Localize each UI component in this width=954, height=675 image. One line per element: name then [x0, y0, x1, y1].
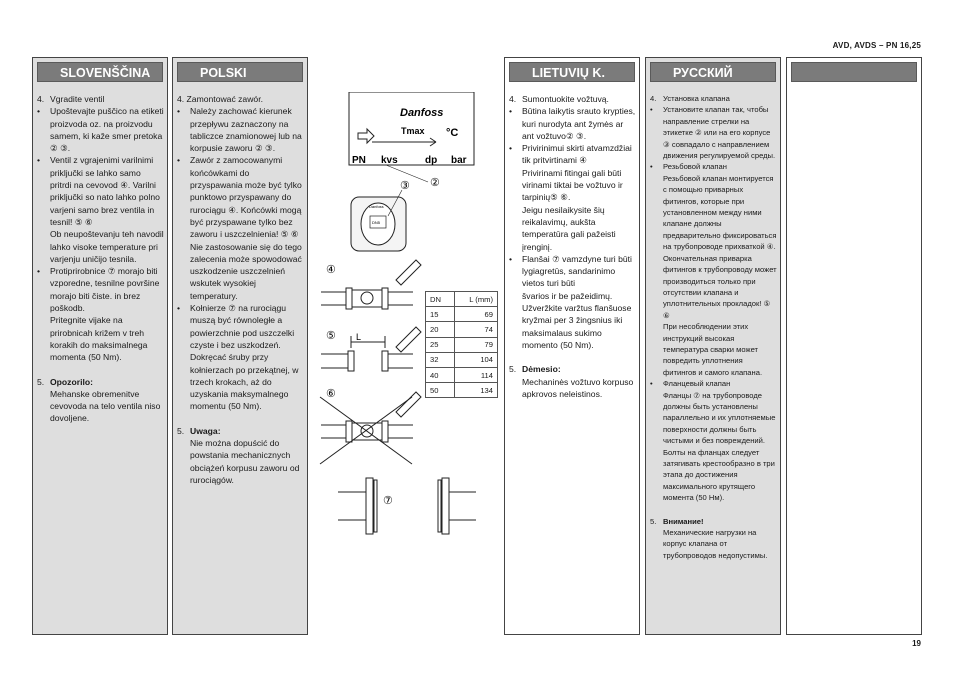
column-body [177, 93, 304, 486]
product-label [349, 92, 474, 166]
list-item [509, 363, 636, 400]
callout-5: ⑤ [326, 330, 336, 342]
spacer [177, 413, 304, 425]
column-empty [786, 57, 922, 635]
table-header-cell: L (mm) [455, 292, 498, 307]
list-marker: • [650, 105, 653, 115]
table-header-cell: DN [426, 292, 455, 307]
table-cell: 74 [455, 322, 498, 337]
list-text: Vgradite ventil [50, 94, 105, 104]
list-marker: 5. [650, 516, 657, 526]
list-text: Внимание! Механические нагрузки на корпус клапана от трубопроводов недопустимы. [663, 516, 768, 560]
weld-forbidden-sketch [320, 392, 421, 464]
column-body [37, 93, 164, 425]
column-slovenscina [32, 57, 168, 635]
spacer [509, 351, 636, 363]
list-marker: 4. [509, 94, 517, 104]
list-text: Opozorilo: Mehanske obremenitve cevovoda na telo ventila niso dovoljene. [50, 376, 161, 424]
list-item [509, 253, 636, 351]
column-title: SLOVENŠČINA [37, 62, 163, 82]
list-item [37, 154, 164, 265]
page-number: 19 [912, 639, 921, 648]
table-cell: 134 [455, 383, 498, 398]
list-item [650, 93, 777, 104]
list-item [509, 142, 636, 253]
list-item [37, 93, 164, 105]
list-text: Būtina laikytis srauto krypties, kuri nurodyta ant žymės ar ant vožtuvo② ③. [522, 106, 636, 141]
page-header: AVD, AVDS – PN 16,25 [832, 41, 921, 50]
table-cell: 104 [455, 352, 498, 367]
list-marker: • [37, 155, 41, 166]
table-cell: 20 [426, 322, 455, 337]
callout-4: ④ [326, 264, 336, 276]
list-text: Kołnierze ⑦ na rurociągu muszą być równoległe a powierzchnie pod uszczelki czyste i bez uszkodzeń. Dokręcać śruby przy kołnierzach po przekątnej, w trzech krokach, aż do uzyskania maksymalnego momentu (50 Nm). [190, 303, 299, 412]
label-dp: dp [425, 155, 438, 166]
list-text: Uwaga: Nie można dopuścić do powstania mechanicznych obciążeń korpusu zaworu od rurociągów. [190, 425, 300, 485]
list-item [650, 104, 777, 161]
table-cell: 25 [426, 337, 455, 352]
list-marker: • [177, 106, 181, 117]
flange-sketch [338, 478, 476, 534]
list-item [37, 105, 164, 154]
list-marker: • [650, 379, 653, 389]
list-text: Фланцевый клапан Фланцы ⑦ на трубопроводе должны быть установлены параллельно и их уплотняемые поверхности должны быть чистыми и без повреждений. Болты на фланцах следует затягивать крестообразно в три этапа до достижения максимального крутящего момента (50 Нм). [663, 379, 776, 503]
valve-body-sketch [351, 197, 406, 251]
brand-logo-text: Danfoss [400, 107, 444, 119]
list-text: 4. Zamontować zawór. [177, 94, 263, 104]
table-row [426, 322, 498, 337]
column-body [650, 93, 777, 561]
list-text: Privirinimui skirti atvamzdžiai tik pritvirtinami ④ Privirinami fitingai gali būti virinami tiktai be vožtuvo ir tarpinių⑤ ⑥. Jeigu nesilaikysite šių reikalavimų, aukšta temperatūra gali pažeisti įrenginį. [522, 143, 632, 252]
list-text: Dėmesio: Mechaninės vožtuvo korpuso apkrovos neleistinos. [522, 364, 634, 399]
column-polski [172, 57, 308, 635]
column-title [791, 62, 917, 82]
label-kvs: kvs [381, 155, 398, 166]
list-item [650, 378, 777, 503]
column-lietuviu [504, 57, 640, 635]
list-item [177, 93, 304, 105]
table-cell: 50 [426, 383, 455, 398]
table-row [426, 352, 498, 367]
list-item [177, 105, 304, 154]
list-marker: • [509, 253, 513, 264]
table-row [426, 337, 498, 352]
label-tmax: Tmax [401, 126, 425, 136]
table-row [426, 367, 498, 382]
list-marker: • [37, 266, 41, 277]
list-marker: • [650, 162, 653, 172]
list-marker: 4. [650, 94, 657, 103]
spacer [37, 364, 164, 376]
callout-3: ③ [400, 180, 410, 192]
list-text: Flanšai ⑦ vamzdyne turi būti lygiagretūs, sandarinimo vietos turi būti švarios ir be pažeidimų. Užveržkite varžtus flanšuose kryžmai per 3 žingsnius iki maksimalaus sukimo momento (50 Nm). [522, 253, 632, 350]
list-marker: • [509, 143, 513, 154]
list-marker: • [37, 106, 41, 117]
table-header-row [426, 292, 498, 307]
list-item [509, 105, 636, 142]
callout-2: ② [430, 177, 440, 189]
table-cell: 15 [426, 307, 455, 322]
weld-tack-sketch [321, 260, 421, 309]
list-marker: 5. [509, 364, 517, 375]
table-cell: 69 [455, 307, 498, 322]
spacer [650, 504, 777, 516]
label-pn: PN [352, 155, 366, 166]
list-item [509, 93, 636, 105]
list-text: Ventil z vgrajenimi varilnimi priključki se lahko samo pritrdi na cevovod ④. Varilni priključki so nato lahko polno varjeni samo brez ventila in tesnil! ⑤ ⑥ Ob neupoštevanju teh navodil lahko visoke temperature pri varjenju uničijo tesnila. [50, 155, 164, 264]
table-row [426, 383, 498, 398]
list-marker: • [177, 155, 181, 166]
table-cell: 32 [426, 352, 455, 367]
table-cell: 40 [426, 367, 455, 382]
list-item [650, 161, 777, 378]
list-item [177, 425, 304, 486]
list-text: Należy zachować kierunek przepływu zaznaczony na tabliczce znamionowej lub na korpusie zaworu ② ③. [190, 106, 302, 154]
table-cell: 114 [455, 367, 498, 382]
list-text: Upoštevajte puščico na etiketi proizvoda oz. na proizvodu samem, ki kaže smer pretoka ② ③. [50, 106, 164, 154]
table-cell: 79 [455, 337, 498, 352]
list-text: Protiprirobnice ⑦ morajo biti vzporedne, tesnilne površine morajo biti čiste. in brez poškodb. Pritegnite vijake na prirobnicah križem v treh korakih do maksimalnega momenta (50 Nm). [50, 266, 160, 363]
label-bar: bar [451, 155, 467, 166]
column-russkiy [645, 57, 781, 635]
label-deg-c: °C [446, 127, 459, 139]
list-item [177, 154, 304, 302]
column-title: POLSKI [177, 62, 303, 82]
list-marker: • [177, 303, 181, 314]
callout-6: ⑥ [326, 388, 336, 400]
list-item [37, 265, 164, 363]
column-title: LIETUVIŲ K. [509, 62, 635, 82]
list-item [177, 302, 304, 413]
list-item [37, 376, 164, 425]
column-title: РУССКИЙ [650, 62, 776, 82]
list-marker: 5. [37, 376, 45, 387]
list-text: Zawór z zamocowanymi końcówkami do przyspawania może być tylko punktowo przyspawany do rurociągu ④. Końcówki mogą być przyspawane tylko bez zaworu i uszczelnienia! ⑤ ⑥ Nie zastosowanie się do tego zalecenia może spowodować uszkodzenie uszczelnień wskutek wysokiej temperatury. [190, 155, 302, 301]
list-text: Sumontuokite vožtuvą. [522, 94, 609, 104]
list-text: Резьбовой клапан Резьбовой клапан монтируется с помощью приварных фитингов, которые при установленном между ними клапане должны предварительно фиксироваться на трубопроводе прихваткой ④. Окончательная приварка фитингов к трубопроводу может производиться только при отсутствии клапана и уплотнительных прокладок! ⑤ ⑥ При несоблюдении этих инструкций высокая температура сварки может повредить уплотнения фитингов и самого клапана. [663, 162, 777, 377]
weld-ends-sketch [321, 327, 421, 371]
list-item [650, 516, 777, 562]
dn-length-table [425, 291, 498, 398]
list-marker: 5. [177, 425, 185, 436]
list-text: Установка клапана [663, 94, 730, 103]
list-text: Установите клапан так, чтобы направление стрелки на этикетке ② или на его корпусе ③ совпадало с направлением движения регулируемой среды. [663, 105, 776, 161]
list-marker: • [509, 106, 513, 117]
dimension-l-label: L [356, 332, 362, 342]
valve-dn-text: DN5 [372, 220, 381, 225]
list-marker: 4. [37, 94, 45, 104]
table-row [426, 307, 498, 322]
valve-brand-text: Danfoss [369, 204, 384, 209]
callout-7: ⑦ [383, 495, 393, 507]
column-body [509, 93, 636, 400]
